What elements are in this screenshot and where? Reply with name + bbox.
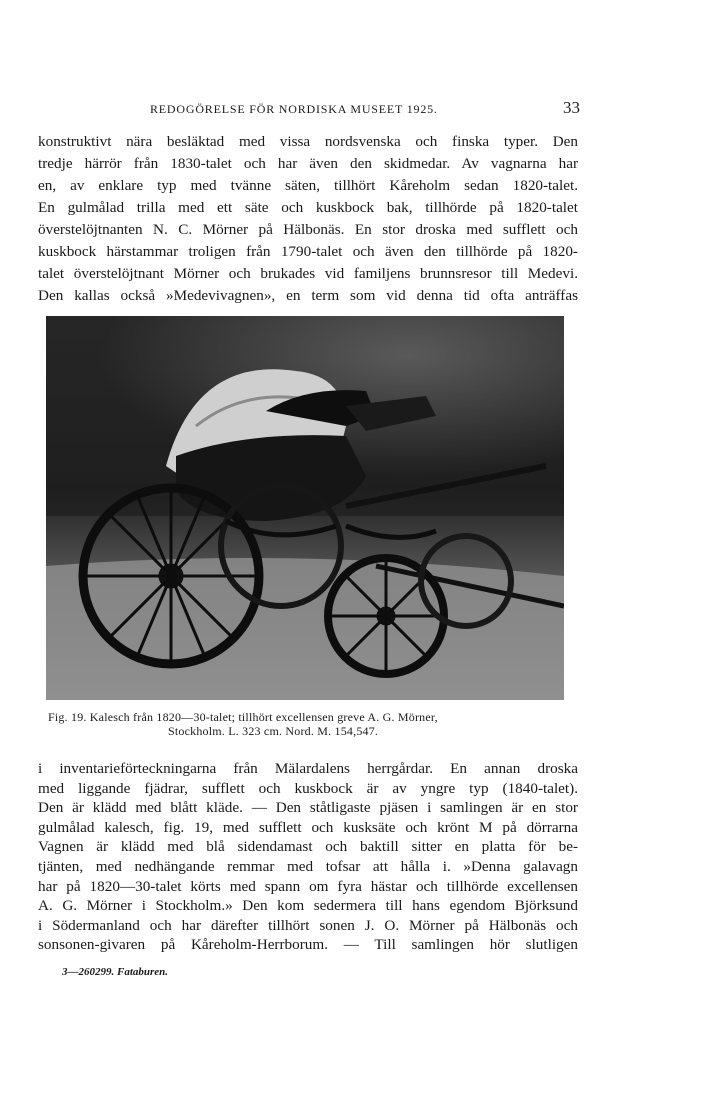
- text-line: talet överstelöjtnant Mörner och brukades vid familjens brunnsresor till Medevi.: [38, 265, 578, 282]
- text-line: Den kallas också »Medevivagnen», en term som vid denna tid ofta anträffas: [38, 287, 578, 304]
- text-line: tjänten, med nedhängande remmar med tofsar att hålla i. »Denna galavagn: [38, 858, 578, 875]
- text-line: A. G. Mörner i Stockholm.» Den kom sedermera till hans egendom Björksund: [38, 897, 578, 915]
- text-line: i Södermanland och har därefter tillhört sonen J. O. Mörner på Hälbonäs och: [38, 916, 578, 934]
- text-line: med liggande fjädrar, sufflett och kuskbock är av yngre typ (1840-talet).: [38, 779, 578, 797]
- text-line: sonsonen-givaren på Kåreholm-Herrborum. — Till samlingen hör slutligen: [38, 936, 578, 954]
- text-line: gulmålad kalesch, fig. 19, med sufflett och kusksäte och krönt M på dörrarna: [38, 818, 578, 836]
- text-line: överstelöjtnanten N. C. Mörner på Hälbonäs. En stor droska med sufflett och: [38, 221, 578, 238]
- text-line: en, av enklare typ med tvänne säten, tillhört Kåreholm sedan 1820-talet.: [38, 177, 578, 194]
- running-title: REDOGÖRELSE FÖR NORDISKA MUSEET 1925.: [150, 102, 438, 116]
- text-line: Den är klädd med blått kläde. — Den ståtligaste pjäsen i samlingen är en stor: [38, 799, 578, 817]
- page-number: 33: [563, 98, 580, 117]
- caption-line: Stockholm. L. 323 cm. Nord. M. 154,547.: [168, 724, 379, 738]
- running-head: [40, 98, 580, 122]
- text-line: Vagnen är klädd med blå sidendamast och baktill sitter en platta för be-: [38, 838, 578, 856]
- text-line: konstruktivt nära besläktad med vissa nordsvenska och finska typer. Den: [38, 133, 578, 150]
- text-line: En gulmålad trilla med ett säte och kuskbock bak, tillhörde på 1820-talet: [38, 199, 578, 216]
- carriage-photograph: [46, 316, 564, 700]
- figure-caption: [48, 710, 568, 738]
- text-line: i inventarieförteckningarna från Mälardalens herrgårdar. En annan droska: [38, 760, 578, 777]
- carriage-illustration: [46, 316, 564, 700]
- signature-mark: 3—260299. Fataburen.: [62, 966, 169, 978]
- text-line: tredje härrör från 1830-talet och har även den skidmedar. Av vagnarna har: [38, 155, 578, 172]
- text-line: kuskbock härstammar troligen från 1790-talet och även den tillhörde på 1820-: [38, 243, 578, 260]
- caption-line: Fig. 19. Kalesch från 1820—30-talet; tillhört excellensen greve A. G. Mörner,: [48, 710, 438, 724]
- text-line: har på 1820—30-talet körts med spann om fyra hästar och tillhörde excellensen: [38, 877, 578, 895]
- front-wheel: [328, 558, 444, 674]
